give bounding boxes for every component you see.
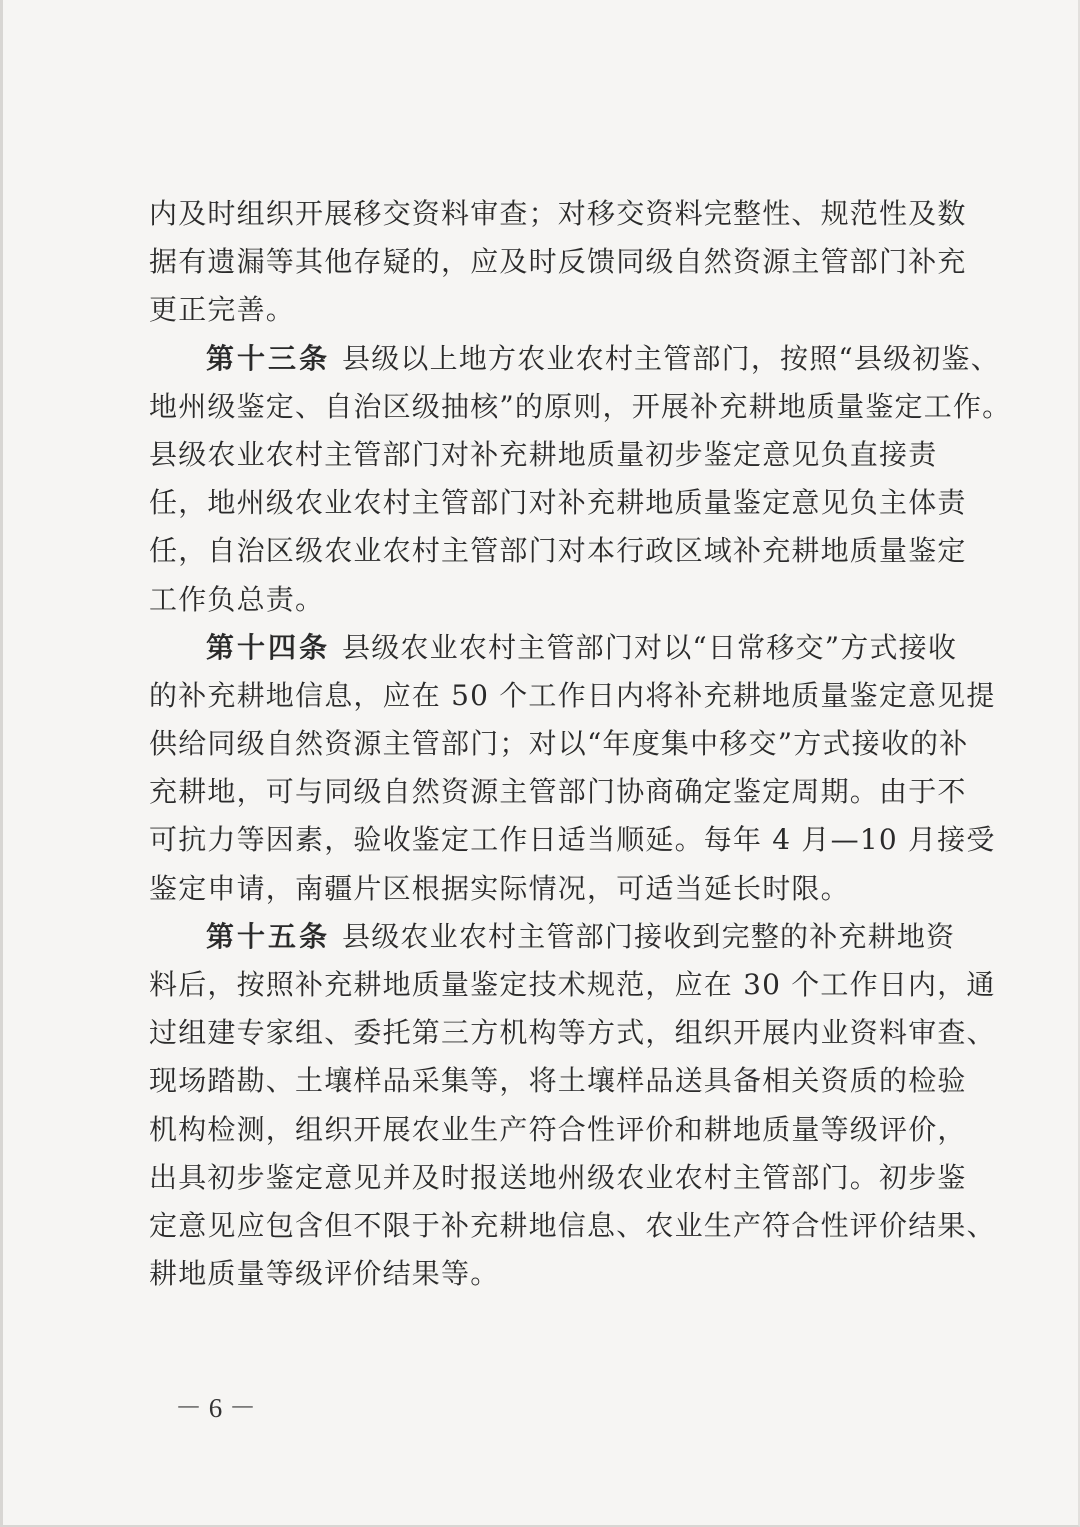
text-line: 任，地州级农业农村主管部门对补充耕地质量鉴定意见负主体责: [149, 486, 967, 520]
text-line: 县级农业农村主管部门接收到完整的补充耕地资: [342, 919, 956, 953]
text-line: 任，自治区级农业农村主管部门对本行政区域补充耕地质量鉴定: [149, 534, 967, 568]
text-line: 据有遗漏等其他存疑的，应及时反馈同级自然资源主管部门补充: [149, 245, 967, 279]
text-line: 耕地质量等级评价结果等。: [149, 1257, 500, 1291]
article-13-number: 第十三条: [206, 341, 331, 375]
document-body: [149, 190, 1012, 1298]
text-line: 地州级鉴定、自治区级抽核”的原则，开展补充耕地质量鉴定工作。: [149, 389, 1012, 423]
page-number: － 6 －: [175, 1393, 256, 1423]
text-line: 充耕地，可与同级自然资源主管部门协商确定鉴定周期。由于不: [149, 775, 967, 809]
text-line: 县级以上地方农业农村主管部门，按照“县级初鉴、: [342, 341, 1000, 375]
text-line: 的补充耕地信息，应在 50 个工作日内将补充耕地质量鉴定意见提: [149, 678, 996, 712]
text-line: 更正完善。: [149, 293, 296, 327]
text-line: 机构检测，组织开展农业生产符合性评价和耕地质量等级评价，: [149, 1112, 967, 1146]
text-line: 现场踏勘、土壤样品采集等，将土壤样品送具备相关资质的检验: [149, 1064, 967, 1098]
article-15-number: 第十五条: [206, 919, 331, 953]
text-line: 县级农业农村主管部门对以“日常移交”方式接收: [342, 630, 958, 664]
article-14-first-line: [149, 624, 958, 672]
text-line: 县级农业农村主管部门对补充耕地质量初步鉴定意见负直接责: [149, 437, 938, 471]
article-14-number: 第十四条: [206, 630, 331, 664]
text-line: 内及时组织开展移交资料审查；对移交资料完整性、规范性及数: [149, 197, 967, 230]
text-line: 出具初步鉴定意见并及时报送地州级农业农村主管部门。初步鉴: [149, 1160, 967, 1194]
text-line: 过组建专家组、委托第三方机构等方式，组织开展内业资料审查、: [149, 1016, 996, 1050]
text-line: 可抗力等因素，验收鉴定工作日适当顺延。每年 4 月—10 月接受: [149, 823, 996, 857]
text-line: 鉴定申请，南疆片区根据实际情况，可适当延长时限。: [149, 871, 850, 905]
text-line: 工作负总责。: [149, 582, 325, 616]
text-line: 料后，按照补充耕地质量鉴定技术规范，应在 30 个工作日内，通: [149, 968, 996, 1001]
text-line: 供给同级自然资源主管部门；对以“年度集中移交”方式接收的补: [149, 727, 969, 761]
article-15-first-line: [149, 913, 956, 961]
article-13-first-line: [149, 335, 1000, 383]
text-line: 定意见应包含但不限于补充耕地信息、农业生产符合性评价结果、: [149, 1208, 996, 1242]
